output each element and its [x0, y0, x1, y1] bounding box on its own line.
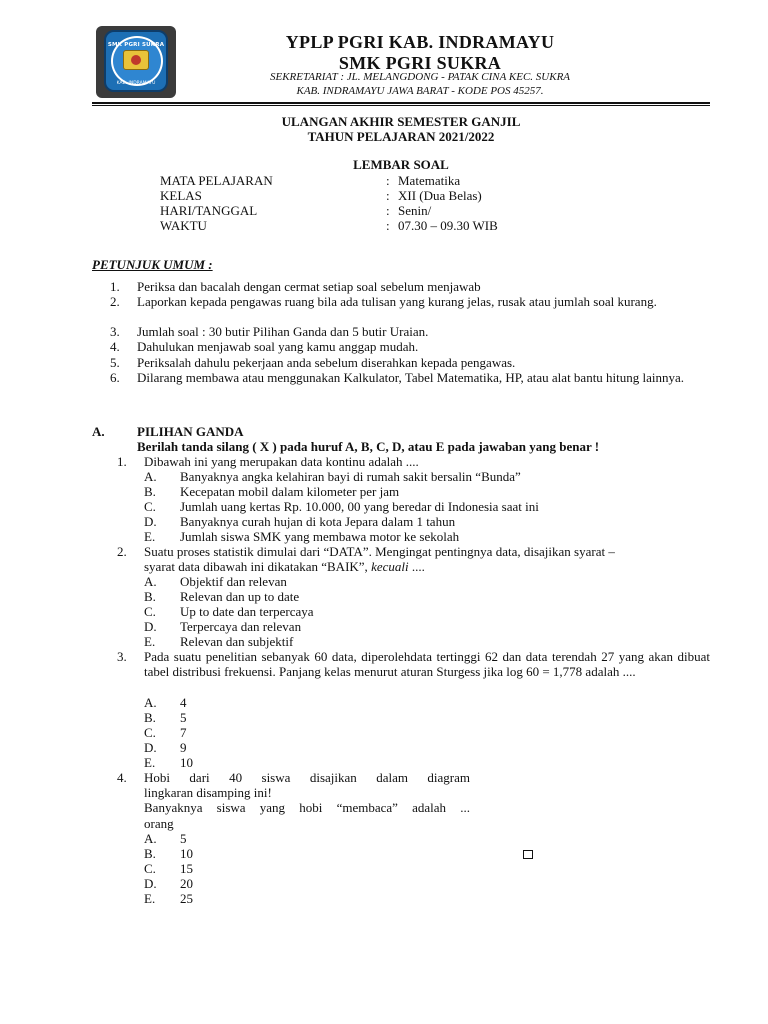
- option-text: 5: [180, 831, 187, 846]
- option-letter: A.: [144, 831, 157, 846]
- option-text: Jumlah siswa SMK yang membawa motor ke sekolah: [180, 529, 460, 544]
- option-text: Kecepatan mobil dalam kilometer per jam: [180, 484, 400, 499]
- option-letter: D.: [144, 619, 157, 634]
- instruction-number: 3.: [110, 324, 120, 339]
- option-letter: E.: [144, 755, 156, 770]
- section-instruction: Berilah tanda silang ( X ) pada huruf A, B, C, D, atau E pada jawaban yang benar !: [137, 439, 600, 454]
- question-text-end: ....: [411, 559, 425, 575]
- question-text: Dibawah ini yang merupakan data kontinu adalah ....: [144, 454, 419, 469]
- instruction-text: Jumlah soal : 30 butir Pilihan Ganda dan 5 butir Uraian.: [137, 324, 429, 339]
- sheet-title: LEMBAR SOAL: [353, 157, 449, 172]
- option-text: 7: [180, 725, 187, 740]
- exam-title: [92, 114, 710, 144]
- question-text-line-4: orang: [144, 815, 174, 831]
- section-title: PILIHAN GANDA: [137, 424, 244, 439]
- option-letter: B.: [144, 589, 156, 604]
- instruction-number: 1.: [110, 279, 120, 294]
- option-text: 9: [180, 740, 187, 755]
- option-text: Jumlah uang kertas Rp. 10.000, 00 yang beredar di Indonesia saat ini: [180, 499, 539, 514]
- question-number: 2.: [117, 544, 127, 559]
- option-text: Relevan dan subjektif: [180, 634, 294, 649]
- info-row-class: [160, 188, 580, 203]
- option-letter: D.: [144, 876, 157, 891]
- option-text: Objektif dan relevan: [180, 574, 287, 589]
- missing-chart-placeholder-icon: [523, 850, 533, 859]
- option-letter: B.: [144, 846, 156, 861]
- info-value: 07.30 – 09.30 WIB: [398, 218, 498, 233]
- option-text: Terpercaya dan relevan: [180, 619, 302, 634]
- option-letter: E.: [144, 891, 156, 906]
- instruction-text: Laporkan kepada pengawas ruang bila ada tulisan yang kurang jelas, rusak atau jumlah soal kurang.: [137, 294, 657, 309]
- instruction-number: 6.: [110, 370, 120, 385]
- school-name: SMK PGRI SUKRA: [338, 53, 502, 73]
- question-text: [144, 544, 710, 574]
- logo-text-bottom: KAB. INDRAMAYU: [116, 81, 156, 86]
- question-number: 1.: [117, 454, 127, 469]
- question-text-line-1: Suatu proses statistik dimulai dari “DATA”. Mengingat pentingnya data, disajikan syarat –: [144, 544, 615, 559]
- info-colon: :: [386, 173, 390, 188]
- info-value: XII (Dua Belas): [398, 188, 482, 203]
- instruction-text: Periksalah dahulu pekerjaan anda sebelum diserahkan kepada pengawas.: [137, 355, 516, 370]
- option-letter: C.: [144, 725, 156, 740]
- option-text: 10: [180, 755, 193, 770]
- option-text: Relevan dan up to date: [180, 589, 300, 604]
- question-text-line-2: syarat data dibawah ini dikatakan “BAIK”,: [144, 559, 368, 575]
- option-text: 10: [180, 846, 193, 861]
- instruction-text: Periksa dan bacalah dengan cermat setiap soal sebelum menjawab: [137, 279, 481, 294]
- info-label: WAKTU: [160, 218, 207, 233]
- instructions-title: PETUNJUK UMUM :: [92, 257, 213, 272]
- option-text: Banyaknya curah hujan di kota Jepara dalam 1 tahun: [180, 514, 456, 529]
- info-colon: :: [386, 203, 390, 218]
- info-label: MATA PELAJARAN: [160, 173, 273, 188]
- question-text-line-2: lingkaran disamping ini!: [144, 785, 272, 801]
- instruction-text: Dahulukan menjawab soal yang kamu anggap mudah.: [137, 339, 419, 354]
- option-letter: A.: [144, 469, 157, 484]
- info-value: Matematika: [398, 173, 461, 188]
- info-colon: :: [386, 218, 390, 233]
- section-letter: A.: [92, 424, 105, 439]
- header-rule-thin: [92, 105, 710, 106]
- option-letter: A.: [144, 574, 157, 589]
- header-rule-thick: [92, 102, 710, 104]
- option-letter: E.: [144, 529, 156, 544]
- option-letter: D.: [144, 740, 157, 755]
- organization-name: YPLP PGRI KAB. INDRAMAYU: [285, 32, 555, 52]
- option-letter: B.: [144, 484, 156, 499]
- logo-emblem-icon: [123, 50, 149, 70]
- school-address: [200, 70, 640, 98]
- question-text: [144, 770, 470, 831]
- info-label: KELAS: [160, 188, 202, 203]
- option-text: Banyaknya angka kelahiran bayi di rumah sakit bersalin “Bunda”: [180, 469, 521, 484]
- question-number: 3.: [117, 649, 127, 664]
- question-text-line-1: Hobi dari 40 siswa disajikan dalam diagram: [144, 770, 470, 785]
- option-letter: A.: [144, 695, 157, 710]
- instruction-text: Dilarang membawa atau menggunakan Kalkulator, Tabel Matematika, HP, atau alat bantu hitung lainnya.: [137, 370, 685, 385]
- address-line-2: KAB. INDRAMAYU JAWA BARAT - KODE POS 45257.: [296, 85, 544, 97]
- option-text: 4: [180, 695, 187, 710]
- option-text: 20: [180, 876, 193, 891]
- instruction-number: 4.: [110, 339, 120, 354]
- info-label: HARI/TANGGAL: [160, 203, 258, 218]
- info-row-subject: [160, 173, 580, 188]
- address-line-1: SEKRETARIAT : JL. MELANGDONG - PATAK CINA KEC. SUKRA: [269, 71, 571, 83]
- info-row-date: [160, 203, 580, 218]
- exam-title-line-1: ULANGAN AKHIR SEMESTER GANJIL: [281, 114, 521, 129]
- exam-title-line-2: TAHUN PELAJARAN 2021/2022: [307, 129, 495, 144]
- logo-text-top: SMK PGRI SUKRA: [107, 42, 165, 48]
- option-text: 25: [180, 891, 193, 906]
- option-text: 5: [180, 710, 187, 725]
- option-letter: B.: [144, 710, 156, 725]
- option-text: 15: [180, 861, 193, 876]
- question-text-line-3: Banyaknya siswa yang hobi “membaca” adalah ...: [144, 800, 470, 816]
- option-letter: C.: [144, 604, 156, 619]
- school-logo: [104, 30, 168, 92]
- option-letter: C.: [144, 861, 156, 876]
- option-letter: C.: [144, 499, 156, 514]
- option-letter: D.: [144, 514, 157, 529]
- info-colon: :: [386, 188, 390, 203]
- option-letter: E.: [144, 634, 156, 649]
- info-value: Senin/: [398, 203, 432, 218]
- question-number: 4.: [117, 770, 127, 785]
- option-text: Up to date dan terpercaya: [180, 604, 314, 619]
- question-text-italic: kecuali: [371, 559, 409, 575]
- info-row-time: [160, 218, 580, 233]
- instruction-number: 2.: [110, 294, 120, 309]
- question-text: Pada suatu penelitian sebanyak 60 data, diperolehdata tertinggi 62 dan data terendah 27 yang akan dibuat tabel distribusi frekuensi. Panjang kelas menurut aturan Sturgess jika log 60 = 1,778 adalah ....: [144, 649, 710, 680]
- instruction-number: 5.: [110, 355, 120, 370]
